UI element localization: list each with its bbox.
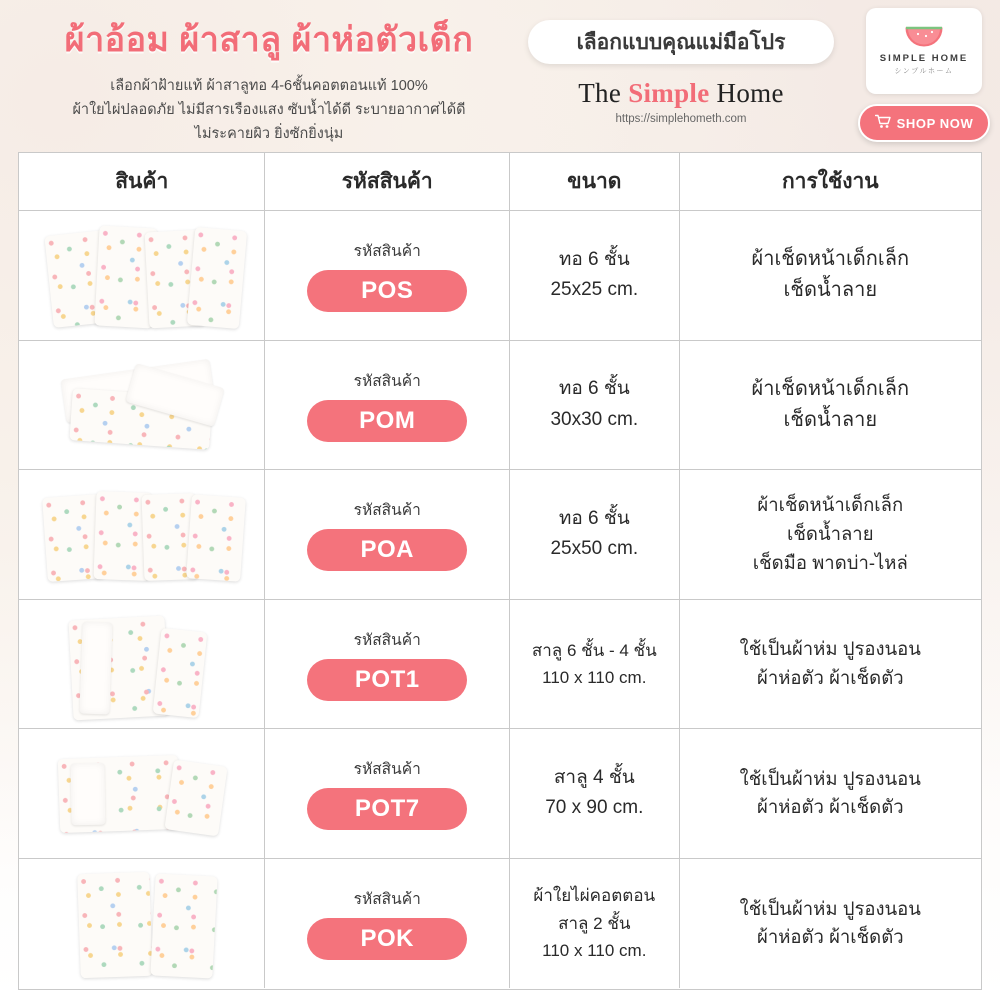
shop-now-label: SHOP NOW — [896, 115, 974, 131]
usage-line: ใช้เป็นผ้าห่ม ปูรองนอน — [739, 897, 921, 919]
brand-the: The — [578, 78, 629, 108]
usage-line: ผ้าเช็ดหน้าเด็กเล็ก — [751, 248, 910, 271]
product-code-cell — [265, 729, 510, 858]
size-line: ทอ 6 ชั้น — [558, 248, 630, 270]
size-line: สาลู 2 ชั้น — [558, 913, 631, 933]
usage-line: ผ้าเช็ดหน้าเด็กเล็ก — [757, 494, 904, 516]
product-code-cell — [265, 341, 510, 470]
table-row — [19, 600, 981, 730]
product-code-cell — [265, 470, 510, 599]
product-code-cell — [265, 859, 510, 989]
code-label: รหัสสินค้า — [353, 243, 421, 261]
product-photo — [19, 729, 264, 858]
code-label: รหัสสินค้า — [353, 631, 421, 649]
size-line: สาลู 4 ชั้น — [553, 766, 635, 788]
brand-block — [528, 78, 834, 125]
subtext-line-3: ไม่ระคายผิว ยิ่งซักยิ่งนุ่ม — [194, 125, 344, 142]
brand-home: Home — [709, 78, 784, 108]
product-usage-cell — [680, 341, 981, 470]
size-line: ผ้าใยไผ่คอตตอน — [533, 886, 656, 906]
brand-url[interactable]: https://simplehometh.com — [615, 113, 747, 125]
size-line: 110 x 110 cm. — [542, 667, 647, 687]
product-photo — [19, 211, 264, 340]
product-image-cell — [19, 341, 265, 470]
brand-name — [528, 78, 834, 109]
size-line: ทอ 6 ชั้น — [558, 507, 630, 529]
product-usage-cell — [680, 211, 981, 340]
product-photo — [19, 859, 264, 989]
usage-line: ผ้าห่อตัว ผ้าเช็ดตัว — [757, 926, 904, 948]
usage-line: เช็ดน้ำลาย — [783, 279, 878, 302]
usage-line: เช็ดมือ พาดบ่า-ไหล่ — [752, 551, 908, 573]
usage-line: ผ้าห่อตัว ผ้าเช็ดตัว — [757, 796, 904, 818]
column-header-code: รหัสสินค้า — [265, 153, 510, 210]
code-pill: POM — [307, 400, 467, 442]
product-usage-cell — [680, 470, 981, 599]
size-line: 25x25 cm. — [550, 279, 639, 301]
product-usage-cell — [680, 729, 981, 858]
size-line: 25x50 cm. — [550, 538, 639, 560]
size-line: ทอ 6 ชั้น — [558, 378, 630, 400]
product-image-cell — [19, 600, 265, 729]
size-line: 70 x 90 cm. — [545, 797, 644, 819]
code-pill: POT1 — [307, 659, 467, 701]
column-header-product: สินค้า — [19, 153, 265, 210]
product-size-cell — [510, 600, 680, 729]
code-label: รหัสสินค้า — [353, 761, 421, 779]
usage-line: ใช้เป็นผ้าห่ม ปูรองนอน — [739, 638, 921, 660]
table-header-row — [19, 153, 981, 211]
product-image-cell — [19, 470, 265, 599]
code-pill: POA — [307, 529, 467, 571]
table-row — [19, 729, 981, 859]
product-photo — [19, 600, 264, 729]
product-size-cell — [510, 729, 680, 858]
code-pill: POT7 — [307, 788, 467, 830]
subtext-line-1: เลือกผ้าฝ้ายแท้ ผ้าสาลูทอ 4-6ชั้นคอตตอนแท้ 100% — [110, 78, 428, 94]
table-row — [19, 859, 981, 989]
product-size-cell — [510, 211, 680, 340]
code-pill: POS — [307, 270, 467, 312]
page-title: ผ้าอ้อม ผ้าสาลู ผ้าห่อตัวเด็ก — [64, 21, 474, 59]
code-label: รหัสสินค้า — [353, 891, 421, 909]
code-pill: POK — [307, 918, 467, 960]
logo — [866, 8, 982, 94]
code-label: รหัสสินค้า — [353, 502, 421, 520]
logo-text: SIMPLE HOME — [879, 53, 969, 64]
usage-line: ใช้เป็นผ้าห่ม ปูรองนอน — [739, 767, 921, 789]
size-line: 110 x 110 cm. — [542, 940, 647, 960]
table-row — [19, 470, 981, 600]
shop-now-button[interactable] — [858, 104, 990, 142]
subtext-line-2: ผ้าใยไผ่ปลอดภัย ไม่มีสารเรืองแสง ซับน้ำได้ดี ระบายอากาศได้ดี — [72, 101, 466, 118]
size-line: สาลู 6 ชั้น - 4 ชั้น — [531, 640, 657, 660]
product-usage-cell — [680, 600, 981, 729]
table-row — [19, 341, 981, 471]
product-image-cell — [19, 859, 265, 989]
usage-line: ผ้าห่อตัว ผ้าเช็ดตัว — [757, 666, 904, 688]
product-code-cell — [265, 600, 510, 729]
usage-line: เช็ดน้ำลาย — [783, 408, 878, 431]
header-badge-label: เลือกแบบคุณแม่มือโปร — [576, 30, 786, 54]
header — [0, 0, 1000, 150]
cart-icon — [875, 114, 891, 132]
usage-line: เช็ดน้ำลาย — [787, 522, 874, 544]
header-subtext — [14, 75, 524, 147]
header-badge — [528, 20, 834, 64]
product-size-cell — [510, 341, 680, 470]
table-row — [19, 211, 981, 341]
watermelon-icon — [904, 26, 944, 48]
product-table — [18, 152, 982, 990]
product-size-cell — [510, 470, 680, 599]
column-header-usage: การใช้งาน — [781, 170, 879, 193]
product-size-cell — [510, 859, 680, 989]
product-photo — [19, 470, 264, 599]
product-image-cell — [19, 729, 265, 858]
product-photo — [19, 341, 264, 470]
header-text-block — [14, 12, 524, 147]
size-line: 30x30 cm. — [550, 408, 639, 430]
brand-simple: Simple — [628, 78, 710, 108]
product-code-cell — [265, 211, 510, 340]
usage-line: ผ้าเช็ดหน้าเด็กเล็ก — [751, 377, 910, 400]
code-label: รหัสสินค้า — [353, 372, 421, 390]
logo-subtext: シンプルホーム — [894, 68, 954, 75]
product-image-cell — [19, 211, 265, 340]
product-usage-cell — [680, 859, 981, 989]
column-header-size: ขนาด — [510, 153, 680, 210]
